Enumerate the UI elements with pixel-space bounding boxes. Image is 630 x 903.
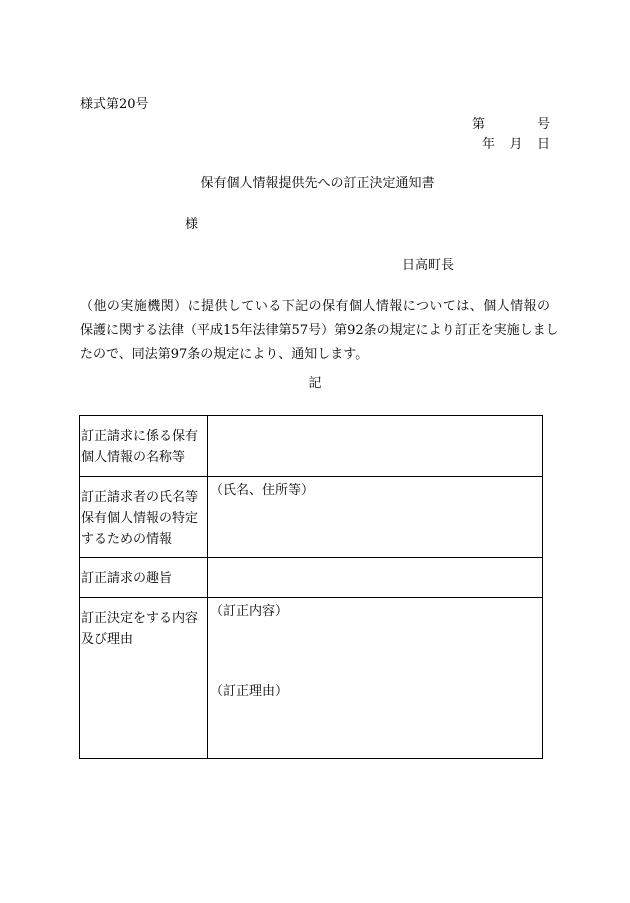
body-line-2: 保護に関する法律（平成15年法律第57号）第92条の規定により訂正を実施しまし bbox=[80, 323, 559, 338]
doc-no-prefix: 第 bbox=[472, 117, 486, 132]
label-line: 個人情報の名称等 bbox=[81, 450, 186, 465]
label-line: 訂正請求に係る保有 bbox=[81, 429, 199, 444]
row-value-request-purpose bbox=[208, 558, 543, 598]
value-hint: （訂正理由） bbox=[210, 684, 289, 699]
detail-table bbox=[79, 415, 543, 759]
notice-body bbox=[80, 295, 559, 367]
label-line: 訂正請求者の氏名等 bbox=[81, 490, 199, 505]
document-date bbox=[482, 138, 550, 151]
document-number bbox=[472, 118, 550, 131]
table-row bbox=[80, 477, 543, 558]
document-title: 保有個人情報提供先への訂正決定通知書 bbox=[200, 176, 435, 191]
table-row bbox=[80, 558, 543, 598]
ki-heading: 記 bbox=[308, 376, 322, 391]
row-label-request-purpose bbox=[80, 558, 208, 598]
table-row bbox=[80, 598, 543, 759]
body-line-3: たので、同法第97条の規定により、通知します。 bbox=[80, 347, 369, 362]
date-month: 月 bbox=[509, 137, 523, 152]
date-year: 年 bbox=[482, 137, 496, 152]
doc-no-suffix: 号 bbox=[536, 117, 550, 132]
row-value-decision bbox=[208, 598, 543, 759]
row-label-decision bbox=[80, 598, 208, 759]
date-day: 日 bbox=[536, 137, 550, 152]
sender-name: 日高町長 bbox=[402, 258, 455, 273]
row-value-requester-info bbox=[208, 477, 543, 558]
table-row bbox=[80, 416, 543, 477]
value-hint: （氏名、住所等） bbox=[210, 483, 315, 498]
label-line: 保有個人情報の特定 bbox=[81, 511, 199, 526]
label-line: 訂正決定をする内容 bbox=[81, 611, 199, 626]
row-label-record-name bbox=[80, 416, 208, 477]
value-hint: （訂正内容） bbox=[210, 604, 289, 619]
body-line-1: （他の実施機関）に提供している下記の保有個人情報については、個人情報の bbox=[80, 299, 550, 314]
row-value-record-name bbox=[208, 416, 543, 477]
label-line: するための情報 bbox=[81, 532, 173, 547]
addressee-honorific: 様 bbox=[185, 217, 199, 232]
label-line: 訂正請求の趣旨 bbox=[81, 571, 173, 586]
label-line: 及び理由 bbox=[81, 632, 134, 647]
form-number: 様式第20号 bbox=[80, 97, 149, 112]
row-label-requester-info bbox=[80, 477, 208, 558]
